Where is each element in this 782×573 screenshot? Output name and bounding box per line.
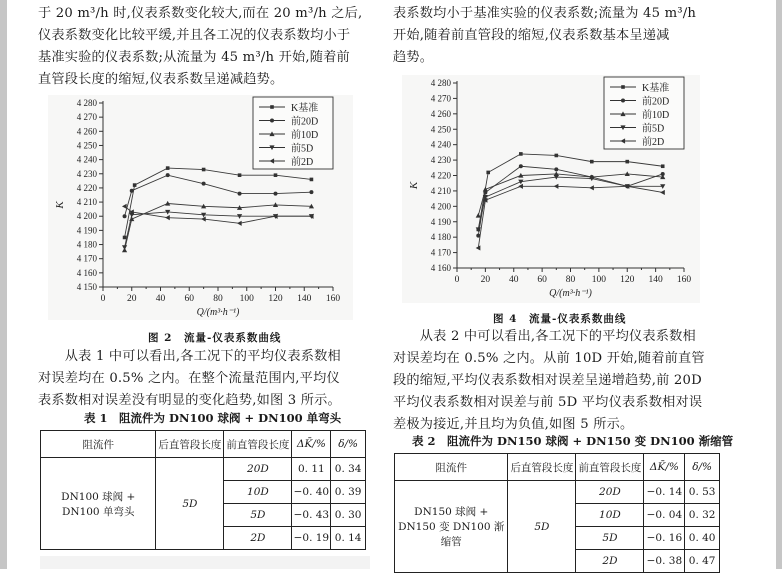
cell-delta: 0. 53 bbox=[685, 481, 720, 504]
obstruction-line: DN150 变 DN100 渐缩管 bbox=[398, 521, 505, 548]
svg-text:4 180: 4 180 bbox=[430, 232, 451, 243]
svg-text:60: 60 bbox=[537, 275, 547, 285]
cell-upstream: 2D bbox=[224, 527, 292, 550]
svg-text:4 200: 4 200 bbox=[430, 201, 451, 212]
svg-text:4 250: 4 250 bbox=[430, 124, 451, 135]
viewer-right-margin bbox=[776, 0, 782, 569]
table-header-row bbox=[41, 431, 366, 458]
svg-text:100: 100 bbox=[591, 275, 606, 285]
cell-dk: −0. 19 bbox=[292, 527, 331, 550]
cell-delta: 0. 39 bbox=[331, 481, 366, 504]
header-upstream-length: 前直管段长度 bbox=[576, 454, 644, 481]
header-downstream-length: 后直管段长度 bbox=[156, 431, 224, 458]
svg-text:4 210: 4 210 bbox=[76, 197, 97, 208]
svg-text:4 220: 4 220 bbox=[76, 182, 97, 193]
svg-text:80: 80 bbox=[213, 294, 223, 304]
header-downstream-length: 后直管段长度 bbox=[508, 454, 576, 481]
svg-text:0: 0 bbox=[100, 294, 106, 304]
figure-4-plot bbox=[402, 75, 700, 303]
text-line: 仪表系数变化比较平缓,并且各工况的仪表系数均小于 bbox=[38, 28, 351, 43]
svg-text:20: 20 bbox=[480, 275, 491, 285]
svg-text:4 180: 4 180 bbox=[76, 239, 97, 250]
header-obstruction: 阻流件 bbox=[41, 431, 156, 458]
svg-text:40: 40 bbox=[155, 294, 166, 304]
svg-text:4 260: 4 260 bbox=[430, 108, 451, 119]
text-line: 平均仪表系数相对误差与前 5D 平均仪表系数相对误 bbox=[393, 395, 703, 410]
cell-delta: 0. 34 bbox=[331, 458, 366, 481]
cell-obstruction bbox=[395, 481, 508, 573]
cell-dk: −0. 14 bbox=[644, 481, 685, 504]
svg-text:4 200: 4 200 bbox=[76, 211, 97, 222]
table-1-caption: 表 1 阻流件为 DN100 球阀 + DN100 单弯头 bbox=[84, 411, 342, 425]
svg-text:4 250: 4 250 bbox=[76, 140, 97, 151]
svg-text:4 270: 4 270 bbox=[430, 93, 451, 104]
cell-dk: −0. 38 bbox=[644, 550, 685, 573]
svg-text:40: 40 bbox=[509, 275, 519, 285]
header-obstruction: 阻流件 bbox=[395, 454, 508, 481]
svg-text:4 260: 4 260 bbox=[76, 126, 97, 137]
svg-text:K基准: K基准 bbox=[642, 83, 670, 94]
text-line: 直管段长度的缩短,仪表系数呈递减趋势。 bbox=[38, 72, 284, 87]
table-row bbox=[41, 458, 366, 481]
cell-dk: −0. 43 bbox=[292, 504, 331, 527]
text-line: 于 20 m³/h 时,仪表系数变化较大,而在 20 m³/h 之后, bbox=[38, 6, 363, 21]
text-line: 对误差均在 0.5% 之内。在整个流量范围内,平均仪 bbox=[38, 371, 340, 386]
svg-text:120: 120 bbox=[620, 275, 635, 285]
svg-text:160: 160 bbox=[676, 275, 692, 285]
cell-delta: 0. 47 bbox=[685, 550, 720, 573]
svg-text:4 240: 4 240 bbox=[430, 139, 451, 150]
cell-delta: 0. 30 bbox=[331, 504, 366, 527]
text-line: 从表 2 中可以看出,各工况下的平均仪表系数相 bbox=[393, 329, 696, 344]
text-line: 开始,随着前直管段的缩短,仪表系数基本呈递减 bbox=[393, 28, 670, 43]
svg-text:4 230: 4 230 bbox=[430, 155, 451, 166]
svg-text:140: 140 bbox=[648, 275, 663, 285]
cell-upstream: 5D bbox=[224, 504, 292, 527]
svg-text:前2D: 前2D bbox=[642, 137, 665, 148]
svg-text:前2D: 前2D bbox=[291, 157, 314, 168]
svg-text:4 220: 4 220 bbox=[430, 170, 451, 181]
table-2 bbox=[394, 453, 720, 573]
right-body-paragraph bbox=[393, 326, 705, 436]
header-delta: δ/% bbox=[685, 454, 720, 481]
svg-text:前20D: 前20D bbox=[642, 96, 670, 108]
obstruction-line: DN100 单弯头 bbox=[61, 505, 135, 518]
svg-text:4 160: 4 160 bbox=[430, 263, 451, 273]
left-body-paragraph bbox=[38, 346, 341, 412]
next-page-bleed bbox=[40, 556, 370, 569]
header-upstream-length: 前直管段长度 bbox=[224, 431, 292, 458]
header-dk: ΔK̄/% bbox=[292, 431, 331, 458]
svg-text:前5D: 前5D bbox=[291, 143, 314, 155]
svg-text:4 240: 4 240 bbox=[76, 154, 97, 165]
svg-text:前10D: 前10D bbox=[642, 110, 670, 121]
svg-text:100: 100 bbox=[239, 294, 254, 304]
svg-text:前10D: 前10D bbox=[291, 130, 319, 141]
svg-text:140: 140 bbox=[297, 294, 312, 304]
svg-text:0: 0 bbox=[454, 275, 460, 285]
svg-text:4 230: 4 230 bbox=[76, 168, 97, 179]
cell-upstream: 2D bbox=[576, 550, 644, 573]
text-line: 基准实验的仪表系数;从流量为 45 m³/h 开始,随着前 bbox=[38, 50, 350, 65]
cell-dk: −0. 16 bbox=[644, 527, 685, 550]
text-line: 趋势。 bbox=[393, 50, 434, 65]
svg-text:K基准: K基准 bbox=[291, 103, 319, 114]
cell-dk: 0. 11 bbox=[292, 458, 331, 481]
svg-text:4 160: 4 160 bbox=[76, 267, 97, 278]
figure-2-chart bbox=[48, 95, 353, 320]
cell-downstream: 5D bbox=[508, 481, 576, 573]
text-line: 差极为接近,并且均为负值,如图 5 所示。 bbox=[393, 417, 634, 432]
cell-upstream: 10D bbox=[224, 481, 292, 504]
svg-text:前20D: 前20D bbox=[291, 116, 319, 128]
figure-2-caption: 图 2 流量-仪表系数曲线 bbox=[148, 332, 282, 344]
table-header-row bbox=[395, 454, 720, 481]
header-delta: δ/% bbox=[331, 431, 366, 458]
obstruction-line: DN150 球阀 + bbox=[414, 506, 489, 518]
text-line: 表系数均小于基准实验的仪表系数;流量为 45 m³/h bbox=[393, 6, 697, 21]
cell-delta: 0. 40 bbox=[685, 527, 720, 550]
table-2-caption: 表 2 阻流件为 DN150 球阀 + DN150 变 DN100 渐缩管 bbox=[412, 434, 734, 448]
svg-text:前5D: 前5D bbox=[642, 123, 665, 135]
table-1 bbox=[40, 430, 366, 550]
text-line: 段的缩短,平均仪表系数相对误差呈递增趋势,前 20D bbox=[393, 373, 702, 388]
left-intro-paragraph bbox=[38, 3, 362, 91]
text-line: 对误差均在 0.5% 之内。从前 10D 开始,随着前直管 bbox=[393, 351, 705, 366]
svg-text:4 170: 4 170 bbox=[76, 253, 97, 264]
cell-upstream: 10D bbox=[576, 504, 644, 527]
table-row bbox=[395, 481, 720, 504]
right-intro-paragraph bbox=[393, 3, 696, 69]
cell-upstream: 5D bbox=[576, 527, 644, 550]
cell-upstream: 20D bbox=[224, 458, 292, 481]
figure-4-caption: 图 4 流量-仪表系数曲线 bbox=[493, 313, 627, 325]
cell-upstream: 20D bbox=[576, 481, 644, 504]
cell-obstruction bbox=[41, 458, 156, 550]
svg-text:4 150: 4 150 bbox=[76, 282, 97, 292]
figure-2-plot bbox=[48, 95, 353, 320]
svg-text:4 210: 4 210 bbox=[430, 185, 451, 196]
svg-text:60: 60 bbox=[184, 294, 194, 304]
svg-text:160: 160 bbox=[325, 294, 341, 304]
header-dk: ΔK̄/% bbox=[644, 454, 685, 481]
cell-downstream: 5D bbox=[156, 458, 224, 550]
svg-text:4 280: 4 280 bbox=[430, 78, 451, 88]
svg-text:20: 20 bbox=[127, 294, 137, 304]
svg-text:4 190: 4 190 bbox=[430, 216, 451, 227]
svg-text:120: 120 bbox=[268, 294, 283, 304]
text-line: 表系数相对误差没有明显的变化趋势,如图 3 所示。 bbox=[38, 393, 341, 408]
cell-delta: 0. 32 bbox=[685, 504, 720, 527]
svg-text:Q/(m³·h⁻¹): Q/(m³·h⁻¹) bbox=[549, 288, 592, 299]
cell-dk: −0. 40 bbox=[292, 481, 331, 504]
svg-text:4 190: 4 190 bbox=[76, 225, 97, 236]
svg-text:4 170: 4 170 bbox=[430, 247, 451, 258]
text-line: 从表 1 中可以看出,各工况下的平均仪表系数相 bbox=[38, 349, 341, 364]
cell-dk: −0. 04 bbox=[644, 504, 685, 527]
svg-text:Q/(m³·h⁻¹): Q/(m³·h⁻¹) bbox=[196, 307, 240, 318]
svg-text:K: K bbox=[408, 181, 420, 190]
svg-text:K: K bbox=[54, 201, 66, 209]
svg-text:4 270: 4 270 bbox=[76, 112, 97, 123]
svg-text:4 280: 4 280 bbox=[76, 98, 97, 108]
figure-4-chart bbox=[402, 75, 700, 303]
cell-delta: 0. 14 bbox=[331, 527, 366, 550]
viewer-left-margin bbox=[0, 0, 7, 569]
svg-text:80: 80 bbox=[565, 275, 576, 285]
obstruction-line: DN100 球阀 + bbox=[61, 490, 136, 503]
